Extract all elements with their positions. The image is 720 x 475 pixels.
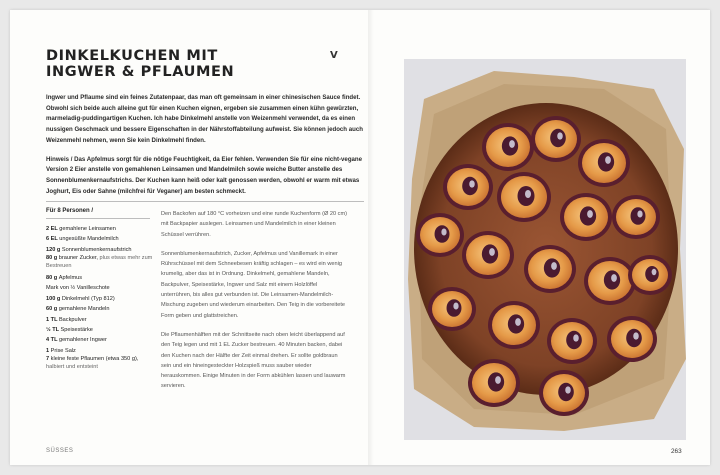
method-text [161, 209, 349, 401]
ingredient-item [46, 356, 154, 371]
ingredient-name: gemahlene Mandeln [58, 306, 110, 313]
ingredients-heading: Für 8 Personen / [46, 208, 94, 214]
plum-half [482, 123, 534, 171]
ingredient-note: plus etwas mehr zum Bestreuen [46, 255, 153, 269]
plum-half [462, 231, 514, 279]
ingredient-item [46, 224, 154, 234]
ingredient-item [46, 283, 154, 293]
ingredient-amount: 120 g [46, 246, 62, 253]
ingredient-item [46, 346, 154, 356]
ingredient-name: brauner Zucker, [58, 255, 98, 262]
plum-half [428, 287, 476, 331]
ingredient-name: Prise Salz [50, 347, 76, 354]
page-number: 263 [671, 448, 682, 455]
ingredient-item [46, 304, 154, 314]
ingredient-name: Speisestärke [60, 327, 93, 334]
plum-half [584, 257, 636, 305]
ingredients-list [46, 224, 154, 374]
plum-half [443, 164, 493, 210]
plum-half [539, 370, 589, 416]
ingredient-item [46, 245, 154, 255]
book-spread [10, 10, 710, 465]
divider [46, 201, 364, 202]
ingredient-amount: 1 TL [46, 316, 59, 323]
ingredient-item [46, 294, 154, 304]
intro-paragraph: Ingwer und Pflaume sind ein feines Zutatenpaar, das man oft gemeinsam in einer chinesischen Sauce findet. Obwohl sich beide auch alleine gut für einen Kuchen eignen, ergeben sie zusammen einen kühn gewürzten, marmeladig-puddingartigen Kuchen. Ich habe Dinkelmehl anstelle von Weizenmehl verwendet, da es einen nussigen Geschmack und bessere Eigenschaften in der Nährstoffabteilung aufweist. Sie können jedoch auch Weizenmehl nehmen, wenn Sie kein Dinkelmehl finden. [46, 94, 363, 144]
method-step: Den Backofen auf 180 °C vorheizen und eine runde Kuchenform (Ø 20 cm) mit Backpapier auslegen. Leinsamen und Mandelmilch in einer kleinen Schüssel verrühren. [161, 211, 348, 238]
ingredient-item [46, 234, 154, 244]
ingredient-name: gemahlene Leinsamen [59, 226, 116, 232]
plum-cake-photo [404, 59, 686, 440]
plum-half [468, 359, 520, 407]
ingredient-name: Backpulver [58, 316, 87, 323]
plum-half [531, 116, 581, 162]
ingredient-item [46, 255, 154, 270]
method-step: Die Pflaumenhälften mit der Schnittseite nach oben leicht überlappend auf den Teig legen und mit 1 EL Zucker bestreuen. 40 Minuten backen, dabei den Kuchen nach der Hälfte der Zeit einmal drehen. Er sollte goldbraun sein und ein hineingesteckter Holzspieß muss sauber wieder herauskommen. Einige Minuten in der Form abkühlen lassen und lauwarm servieren. [161, 331, 346, 390]
intro-text [46, 93, 368, 205]
ingredient-amount: 60 g [46, 306, 59, 313]
vegan-badge: V [330, 50, 338, 61]
ingredient-amount: 80 g [46, 255, 59, 262]
ingredient-amount: ½ TL [46, 327, 61, 334]
plum-half [628, 255, 672, 295]
method-step: Sonnenblumenkernaufstrich, Zucker, Apfelmus und Vanillemark in einer Rührschüssel mit dem Schneebesen kräftig schlagen – es wird ein wenig krumelig, aber das ist in Ordnung. Dinkelmehl, gemahlene Mandeln, Backpulver, Speisestärke, Ingwer und Salz mit einem Holzlöffel unterrühren, bis alles gut verbunden ist. Die Leinsamen-Mandelmilch-Mischung zugeben und wiederum einarbeiten. Den Teig in die vorbereitete Form geben und glattstreichen. [161, 250, 345, 319]
ingredients-divider [46, 218, 150, 219]
plum-half [547, 318, 597, 364]
page-gutter [368, 10, 374, 465]
ingredient-name: kleine feste Pflaumen (etwa 350 g), [50, 356, 139, 363]
section-footer: SÜSSES [46, 448, 74, 454]
ingredient-amount: 7 [46, 356, 51, 363]
ingredient-name: Sonnenblumenkernaufstrich [61, 246, 132, 253]
ingredient-name: gemahlener Ingwer [58, 337, 107, 344]
ingredient-note: halbiert und entsteint [46, 363, 98, 370]
plum-half [612, 195, 660, 239]
ingredient-amount: 6 EL [46, 236, 60, 243]
plum-half [607, 316, 657, 362]
ingredient-amount: 2 EL [46, 226, 60, 232]
hint-paragraph: Hinweis / Das Apfelmus sorgt für die nötige Feuchtigkeit, da Eier fehlen. Verwenden Sie für eine nicht-vegane Version 2 Eier anstelle von gemahlenen Leinsamen und Mandelmilch sowie weiche Butter anstelle des Sonnenblumenkernaufstrichs. Der Kuchen kann heiß oder kalt genossen werden, obwohl er warm mit etwas Joghurt, Eis oder Sahne (milchfrei für Veganer) am besten schmeckt. [46, 155, 363, 195]
ingredient-item [46, 325, 154, 335]
recipe-title: DINKELKUCHEN MIT INGWER & PFLAUMEN [46, 48, 235, 80]
ingredient-item [46, 335, 154, 345]
plum-half [488, 301, 540, 349]
plum-half [578, 139, 630, 187]
ingredient-amount: 100 g [46, 295, 62, 302]
ingredient-amount: 4 TL [46, 337, 59, 344]
ingredient-name: Dinkelmehl (Typ 812) [61, 295, 115, 302]
plum-half [524, 245, 576, 293]
ingredient-item [46, 315, 154, 325]
plum-half [497, 172, 551, 222]
ingredient-name: Apfelmus [58, 275, 83, 282]
ingredient-amount: 80 g [46, 275, 59, 282]
plum-half [416, 213, 464, 257]
ingredient-amount: 1 [46, 347, 51, 354]
plum-half [560, 193, 612, 241]
ingredient-name: Mark von ½ Vanilleschote [46, 285, 110, 292]
ingredient-name: ungesüßte Mandelmilch [59, 236, 119, 243]
ingredient-item [46, 273, 154, 283]
